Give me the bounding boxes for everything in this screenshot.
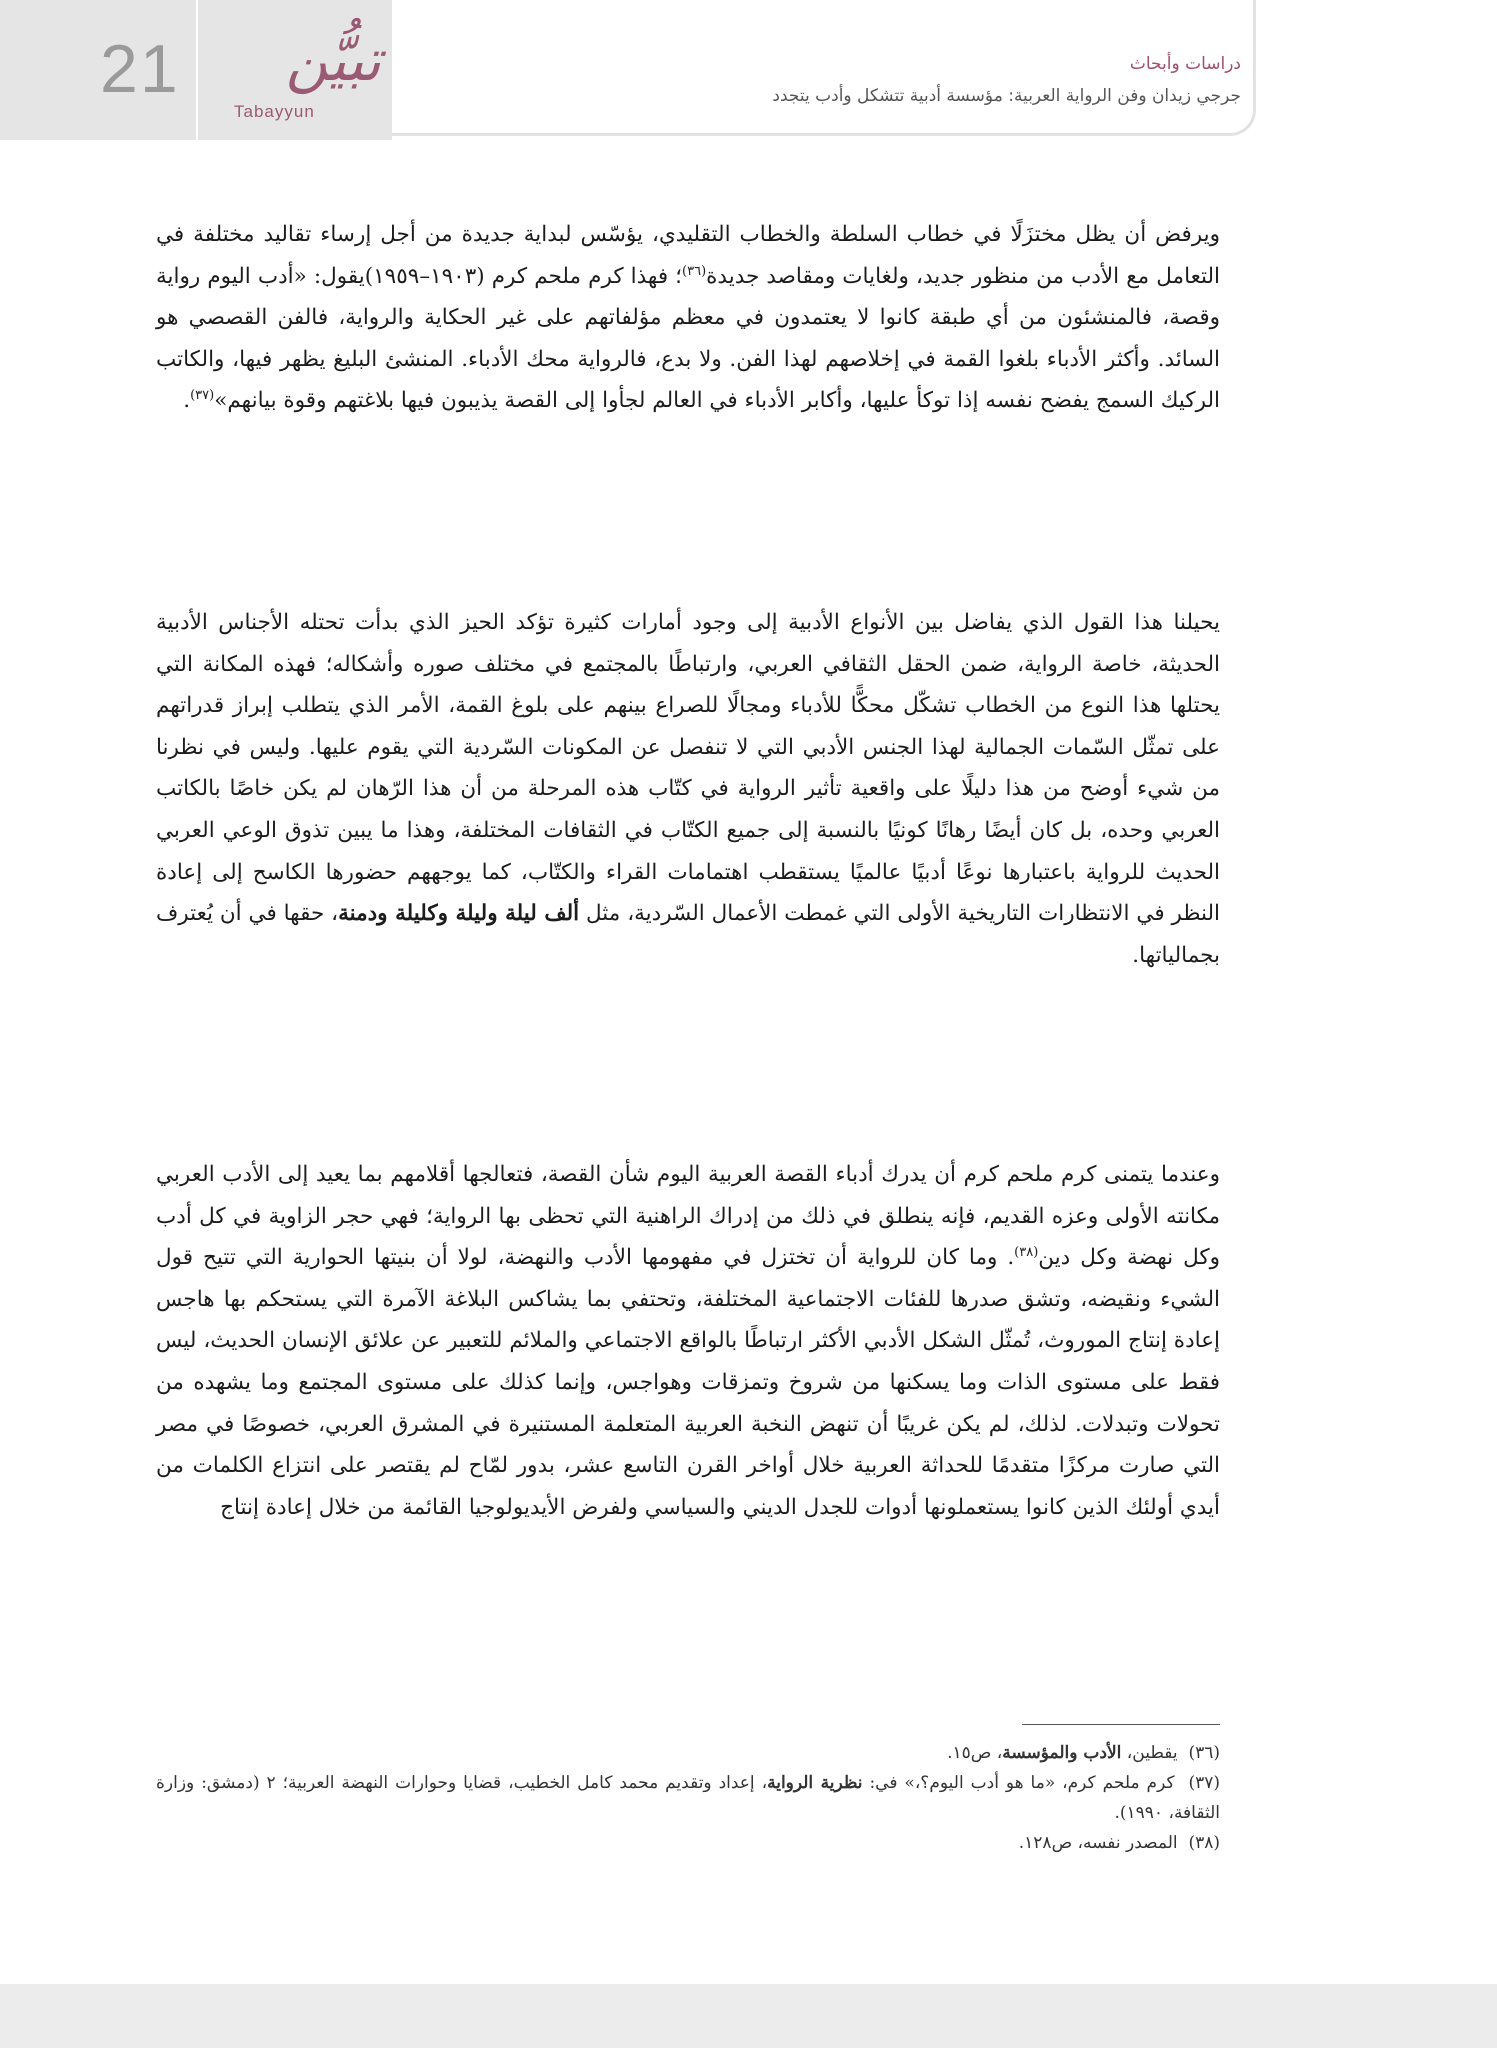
article-running-title: جرجي زيدان وفن الرواية العربية: مؤسسة أدبية تتشكل وأدب يتجدد — [772, 86, 1241, 106]
footnote-36 — [156, 1738, 1220, 1768]
footnote-number: (٣٨) — [1188, 1833, 1220, 1853]
paragraph-1-text-b: ؛ فهذا كرم ملحم كرم (١٩٠٣–١٩٥٩)يقول: «أدب اليوم رواية وقصة، فالمنشئون من أي طبقة كانوا لا يعتمدون في معظم مؤلفاتهم على غير الحكاية والرواية، فالفن القصصي هو السائد. وأكثر الأدباء بلغوا القمة في إخلاصهم لهذا الفن. ولا بدع، فالرواية محك الأدباء. المنشئ البليغ يظهر فيها، والكاتب الركيك السمج يفضح نفسه إذا توكأ عليها، وأكابر الأدباء في العالم لجأوا إلى القصة يذيبون فيها بلاغتهم وقوة بيانهم» — [156, 263, 1220, 414]
logo-arabic-text: تبيُّن — [285, 26, 381, 94]
tabayyun-logo — [212, 26, 387, 130]
paragraph-2-text-b: ، حقها في أن يُعترف بجمالياتها. — [156, 901, 1220, 968]
section-title: دراسات وأبحاث — [1129, 54, 1241, 74]
footnote-37 — [156, 1768, 1220, 1828]
paragraph-1 — [156, 214, 1220, 422]
footnote-book-title: الأدب والمؤسسة — [1002, 1743, 1122, 1763]
paragraph-2-book-titles: ألف ليلة وليلة وكليلة ودمنة — [338, 901, 580, 927]
paragraph-2 — [156, 602, 1220, 976]
header-divider — [196, 0, 198, 140]
paragraph-2-text-a: يحيلنا هذا القول الذي يفاضل بين الأنواع الأدبية إلى وجود أمارات كثيرة تؤكد الحيز الذي بدأت تحتله الأجناس الأدبية الحديثة، خاصة الرواية، ضمن الحقل الثقافي العربي، وارتباطًا بالمجتمع في مختلف صوره وأشكاله؛ فهذه المكانة التي يحتلها هذا النوع من الخطاب تشكّل محكًّا للأدباء ومجالًا للصراع بينهم على بلوغ القمة، الأمر الذي يتطلب إبراز قدراتهم على تمثّل السّمات الجمالية لهذا الجنس الأدبي التي لا تنفصل عن المكونات السّردية التي يقوم عليها. وليس في نظرنا من شيء أوضح من هذا دليلًا على واقعية تأثير الرواية في كتّاب هذه المرحلة من أن هذا الرّهان لم يكن خاصًا بالكاتب العربي وحده، بل كان أيضًا رهانًا كونيًا بالنسبة إلى جميع الكتّاب في الثقافات المختلفة، وهذا ما يبين تذوق الوعي العربي الحديث للرواية باعتبارها نوعًا أدبيًا عالميًا يستقطب اهتمامات القراء والكتّاب، كما يوجههم حضورها الكاسح إلى إعادة النظر في الانتظارات التاريخية الأولى التي غمطت الأعمال السّردية، مثل — [156, 610, 1221, 927]
footnote-separator — [1022, 1724, 1220, 1725]
page-number: 21 — [100, 31, 180, 107]
footnote-text: ، إعداد وتقديم محمد كامل الخطيب، قضايا وحوارات النهضة العربية؛ ٢ (دمشق: وزارة الثقافة، ١٩٩٠). — [156, 1773, 1220, 1823]
footnote-text: المصدر نفسه، ص١٢٨. — [1018, 1833, 1178, 1853]
paragraph-3-text-b: . وما كان للرواية أن تختزل في مفهومها الأدب والنهضة، لولا أن بنيتها الحوارية التي تتيح قول الشيء ونقيضه، وتشق صدرها للفئات الاجتماعية المختلفة، وتحتفي بما يشاكس البلاغة الآمرة التي يستحكم بها هاجس إعادة إنتاج الموروث، تُمثّل الشكل الأدبي الأكثر ارتباطًا بالواقع الاجتماعي والملائم للتعبير عن علائق الإنسان الحديث، ليس فقط على مستوى الذات وما يسكنها من شروخ وتمزقات وهواجس، وإنما كذلك على مستوى المجتمع وما يشهده من تحولات وتبدلات. لذلك، لم يكن غريبًا أن تنهض النخبة العربية المتعلمة المستنيرة في المشرق العربي، خصوصًا في مصر التي صارت مركزًا متقدمًا للحداثة العربية خلال أواخر القرن التاسع عشر، بدور لمّاح لم يقتصر على انتزاع الكلمات من أيدي أولئك الذين كانوا يستعملونها أدوات للجدل الديني والسياسي ولفرض الأيديولوجيا القائمة من خلال إعادة إنتاج — [156, 1245, 1221, 1520]
paragraph-1-text-c: . — [183, 388, 191, 414]
paragraph-3-text-a: وعندما يتمنى كرم ملحم كرم أن يدرك أدباء القصة العربية اليوم شأن القصة، فتعالجها أقلامهم بما يعيد إلى الأدب العربي مكانته الأولى وعزه القديم، فإنه ينطلق في ذلك من إدراك الراهنية التي تحظى بها الرواية؛ فهي حجر الزاوية في كل أدب وكل نهضة وكل دين — [156, 1162, 1220, 1271]
footnote-text: ، ص١٥. — [947, 1743, 1003, 1763]
footnote-ref-37[interactable]: (٣٧) — [190, 388, 215, 404]
footnote-book-title: نظرية الرواية — [767, 1773, 863, 1793]
footnote-number: (٣٦) — [1188, 1743, 1220, 1763]
footnote-text: يقطين، — [1121, 1743, 1178, 1763]
footnote-ref-38[interactable]: (٣٨) — [1014, 1245, 1039, 1261]
paragraph-1-text-a: ويرفض أن يظل مختزَلًا في خطاب السلطة والخطاب التقليدي، يؤسّس لبداية جديدة من أجل إرساء تقاليد مختلفة في التعامل مع الأدب من منظور جديد، ولغايات ومقاصد جديدة — [156, 222, 1221, 289]
footnote-number: (٣٧) — [1188, 1773, 1220, 1793]
logo-latin-text: Tabayyun — [234, 102, 315, 121]
footnotes — [156, 1738, 1220, 1858]
footer-band — [0, 1984, 1497, 2048]
footnote-ref-36[interactable]: (٣٦) — [682, 263, 707, 279]
footnote-38 — [156, 1828, 1220, 1858]
footnote-text: كرم ملحم كرم، «ما هو أدب اليوم؟،» في: — [862, 1773, 1175, 1793]
header-frame — [392, 0, 1256, 136]
paragraph-3 — [156, 1154, 1220, 1528]
